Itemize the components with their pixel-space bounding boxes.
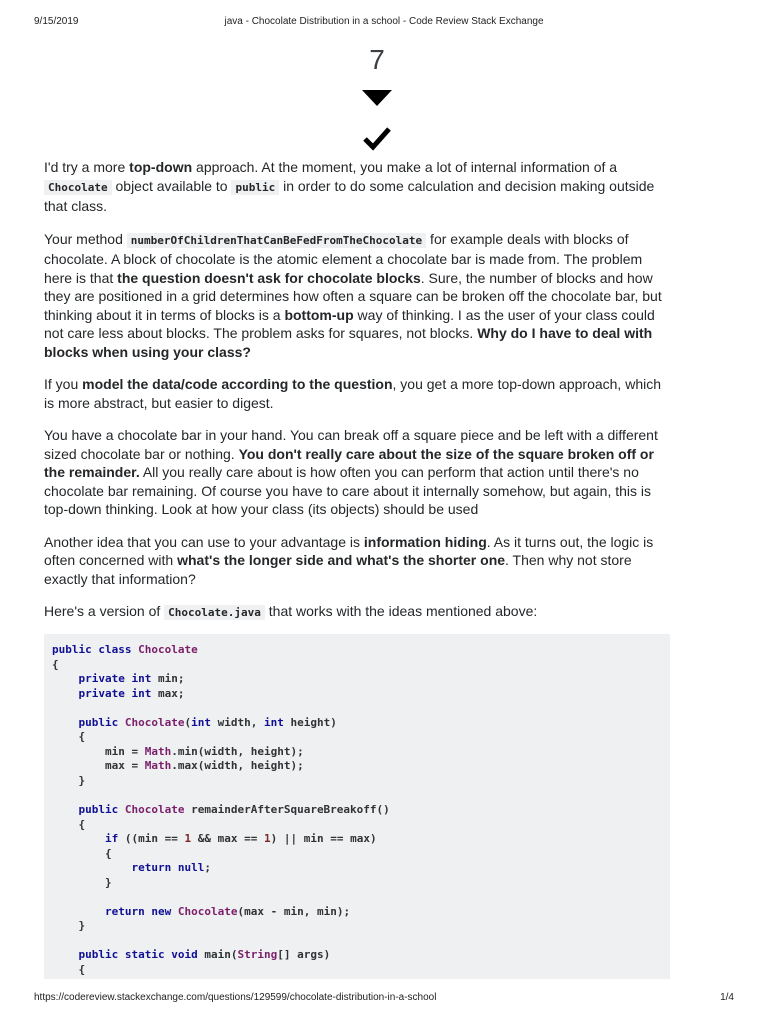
print-url: https://codereview.stackexchange.com/questions/129599/chocolate-distribution-in-a-school	[34, 992, 437, 1003]
answer-paragraph-2: Your method numberOfChildrenThatCanBeFedFromTheChocolate for example deals with blocks of chocolate. A block of chocolate is the atomic element a chocolate bar is made from. The problem here is that the question doesn't ask for chocolate blocks. Sure, the number of blocks and how they are positioned in a grid determines how often a square can be broken off the chocolate bar, but thinking about it in terms of blocks is a bottom-up way of thinking. I as the user of your class could not care less about blocks. The problem asks for squares, not blocks. Why do I have to deal with blocks when using your class?	[44, 230, 662, 360]
print-date: 9/15/2019	[34, 16, 79, 27]
checkmark-icon	[363, 126, 391, 152]
emphasis-top-down: top-down	[129, 159, 193, 175]
print-footer	[0, 992, 768, 1008]
vote-cell	[337, 44, 417, 152]
print-page-title: java - Chocolate Distribution in a school - Code Review Stack Exchange	[224, 16, 544, 27]
answer-paragraph-4: You have a chocolate bar in your hand. You can break off a square piece and be left with a different sized chocolate bar or nothing. You don't really care about the size of the square broken off or the remainder. All you really care about is how often you can perform that action until there's no chocolate bar remaining. Of course you have to care about it internally somehow, but again, this is top-down thinking. Look at how your class (its objects) should be used	[44, 427, 658, 517]
inline-code-chocolate: Chocolate	[44, 180, 112, 195]
inline-code-public: public	[231, 180, 279, 195]
inline-code-method-name: numberOfChildrenThatCanBeFedFromTheChocolate	[127, 233, 426, 248]
answer-body	[44, 158, 668, 637]
triangle-down-icon[interactable]	[362, 90, 392, 108]
answer-paragraph-5: Another idea that you can use to your advantage is information hiding. As it turns out, the logic is often concerned with what's the longer side and what's the shorter one. Then why not store exactly that information?	[44, 533, 654, 587]
answer-paragraph-6: Here's a version of Chocolate.java that works with the ideas mentioned above:	[44, 603, 538, 619]
code-block	[44, 634, 670, 979]
inline-code-filename: Chocolate.java	[164, 605, 265, 620]
print-page-number: 1/4	[720, 992, 734, 1003]
print-header	[0, 16, 768, 32]
vote-count: 7	[369, 44, 385, 75]
answer-paragraph-1: I'd try a more top-down approach. At the moment, you make a lot of internal information of a Chocolate object available to public in order to do some calculation and decision making outside that class.	[44, 159, 655, 214]
answer-paragraph-3: If you model the data/code according to the question, you get a more top-down approach, which is more abstract, but easier to digest.	[44, 376, 662, 411]
code-listing: public class Chocolate { private int min; private int max; public Chocolate(int width, int height) { min = Math.min(width, height); max = Math.max(width, height); } public Chocolate remainderAfterSquareBreakoff() { if ((min == 1 && max == 1) || min == max) { return null; } return new Chocolate(max - min, min); } public static void main(String[] args) {	[52, 643, 390, 977]
